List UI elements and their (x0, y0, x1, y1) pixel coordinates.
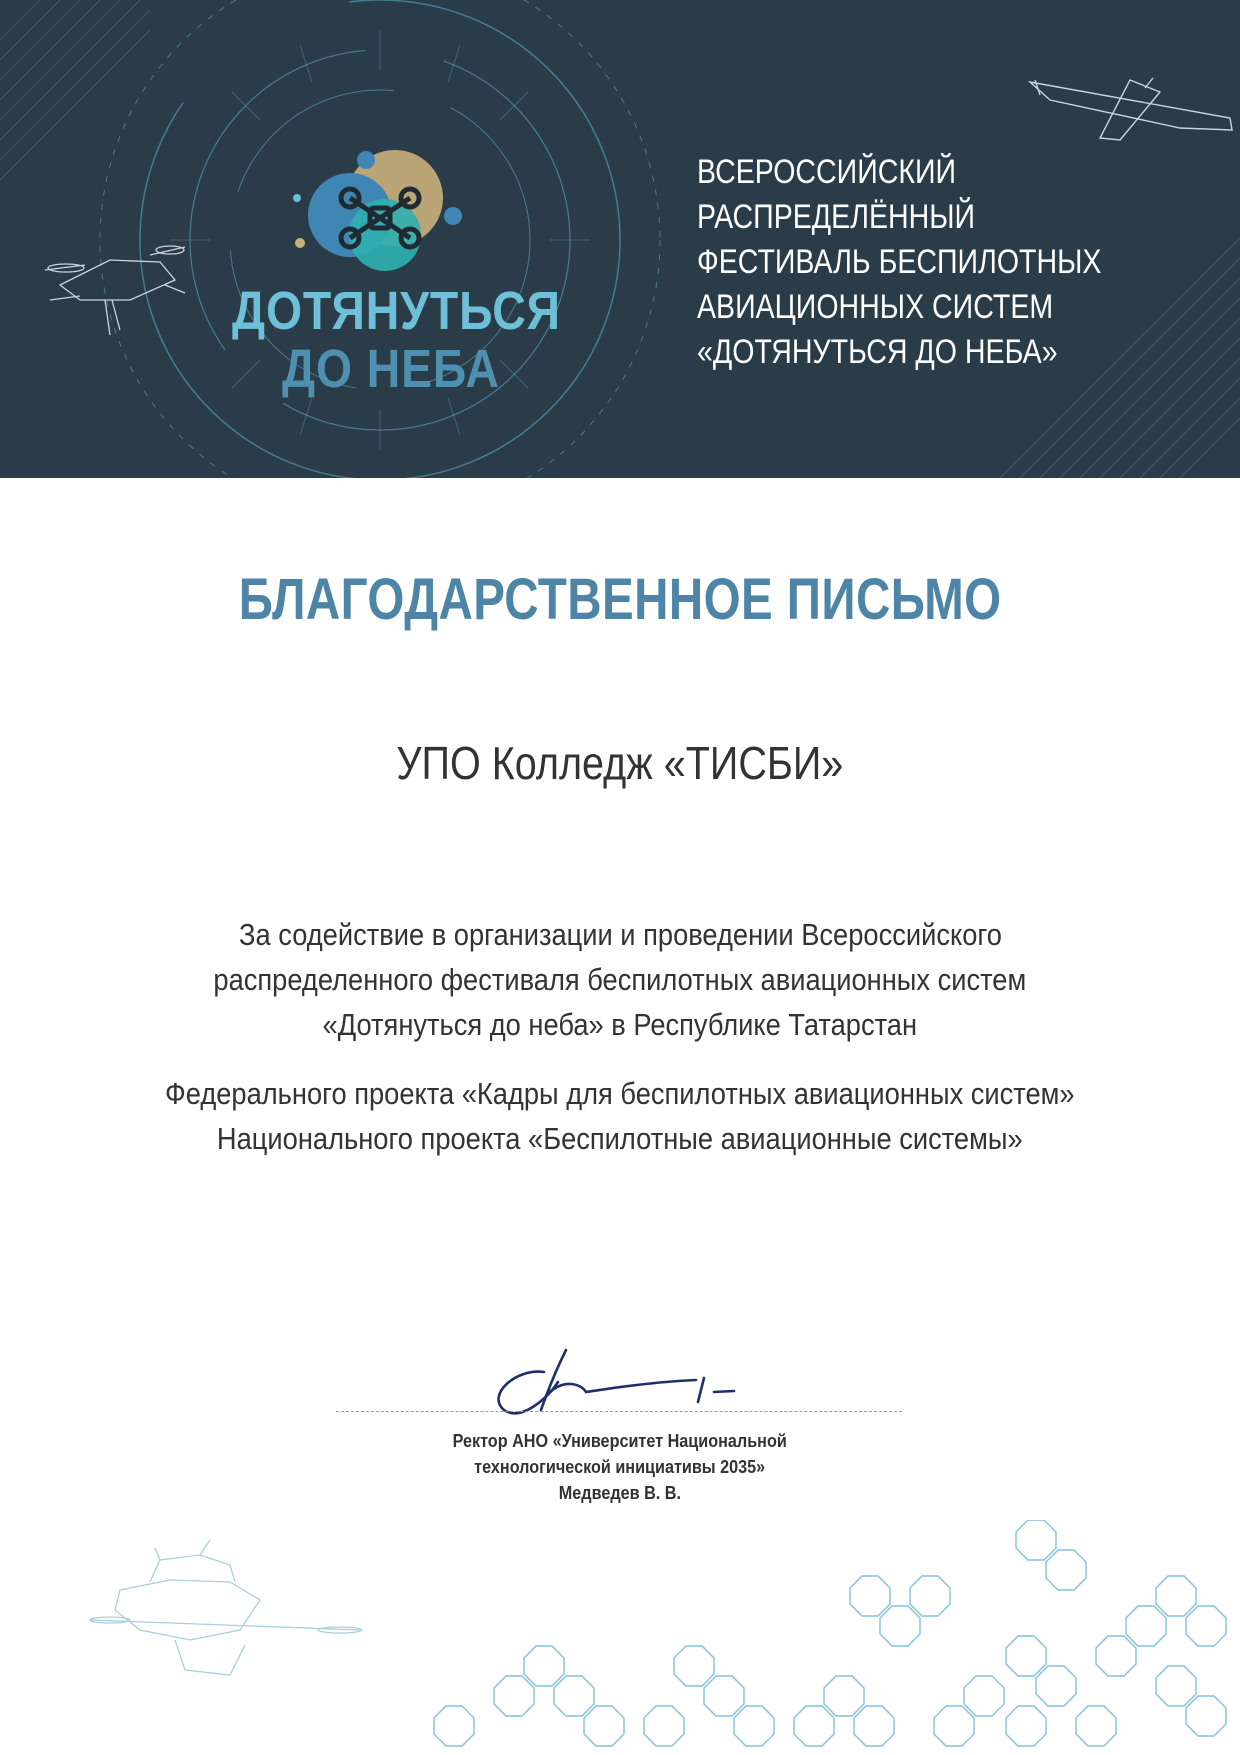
reason-paragraph (0, 912, 1240, 1047)
festival-title-line: ФЕСТИВАЛЬ БЕСПИЛОТНЫХ (697, 243, 1102, 281)
signature-line (336, 1411, 902, 1412)
festival-title-line: ВСЕРОССИЙСКИЙ (697, 153, 957, 191)
bottom-decoration (0, 1520, 1240, 1755)
festival-title (697, 150, 1134, 375)
project-line: Федерального проекта «Кадры для беспилотных авиационных систем» (165, 1076, 1075, 1111)
drone-wireframe-icon (90, 1540, 362, 1675)
signer-block (0, 1428, 1240, 1506)
octagon-pattern (434, 1520, 1226, 1746)
reason-line: распределенного фестиваля беспилотных авиационных систем (213, 962, 1027, 997)
recipient-name: УПО Колледж «ТИСБИ» (396, 737, 844, 789)
festival-title-line: АВИАЦИОННЫХ СИСТЕМ (697, 288, 1054, 326)
signer-line: Ректор АНО «Университет Национальной (452, 1431, 788, 1451)
logo-line-1: ДОТЯНУТЬСЯ (232, 281, 561, 341)
drone-sketch-icon (45, 246, 185, 335)
airplane-sketch-icon (1030, 78, 1232, 140)
reason-line: «Дотянуться до неба» в Республике Татарстан (322, 1007, 918, 1042)
signer-line: технологической инициативы 2035» (474, 1457, 766, 1477)
logo-line-2: ДО НЕБА (282, 339, 500, 399)
project-line: Национального проекта «Беспилотные авиационные системы» (217, 1121, 1023, 1156)
signer-line: Медведев В. В. (558, 1483, 682, 1503)
reason-line: За содействие в организации и проведении Всероссийского (238, 917, 1002, 952)
document-title: БЛАГОДАРСТВЕННОЕ ПИСЬМО (238, 567, 1002, 632)
project-paragraph (0, 1071, 1240, 1161)
header-banner (0, 0, 1240, 478)
festival-title-line: РАСПРЕДЕЛЁННЫЙ (697, 198, 976, 236)
festival-title-line: «ДОТЯНУТЬСЯ ДО НЕБА» (697, 333, 1058, 371)
handwritten-signature (486, 1340, 746, 1420)
